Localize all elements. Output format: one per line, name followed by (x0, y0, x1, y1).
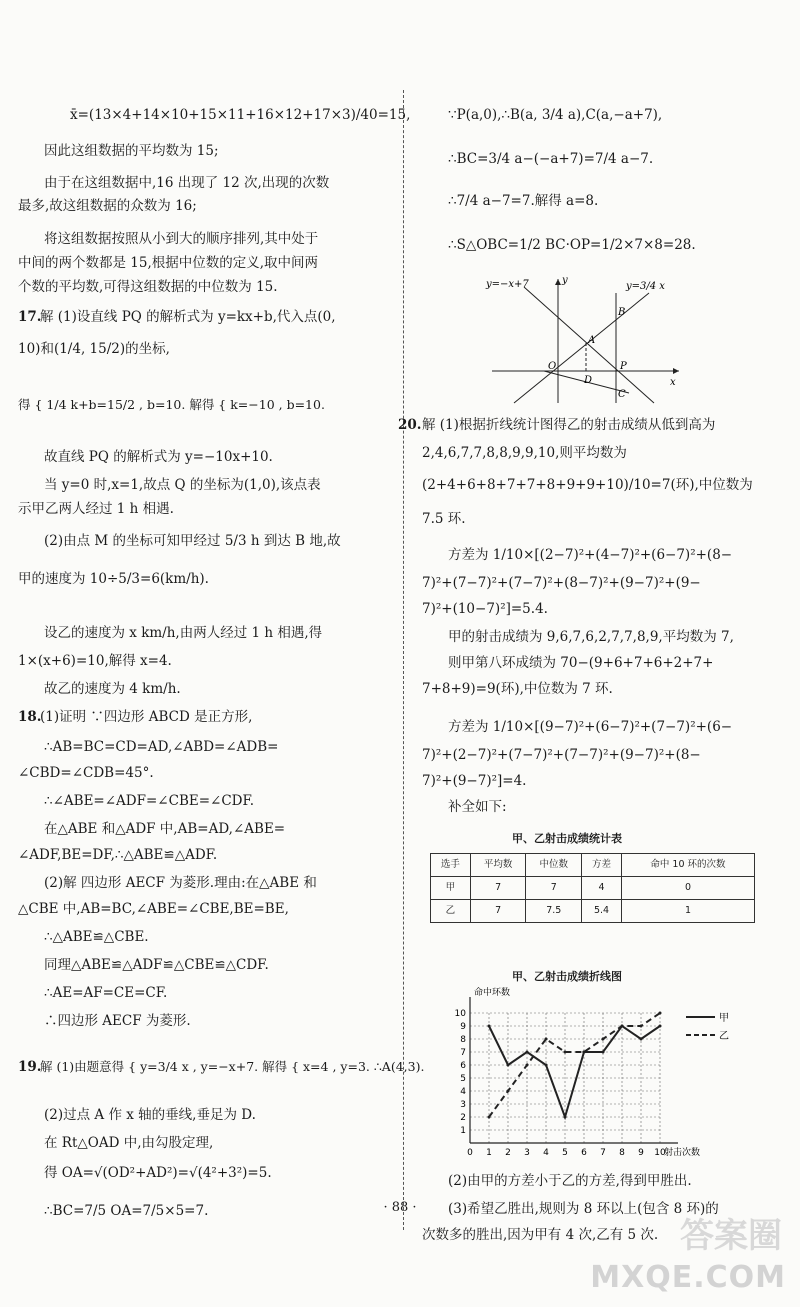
x-tick-label: 7 (600, 1148, 606, 1158)
table-cell: 5.4 (582, 900, 622, 923)
text-line: 7.5 环. (422, 511, 466, 527)
text-line: 中间的两个数都是 15,根据中位数的定义,取中间两 (18, 255, 319, 271)
x-tick-label: 2 (505, 1148, 511, 1158)
question-number: 17. (18, 309, 42, 325)
x-tick-label: 3 (524, 1148, 530, 1158)
legend-label: 甲 (719, 1013, 729, 1024)
label-point-a: A (588, 335, 596, 346)
text-line: ∴四边形 AECF 为菱形. (44, 1013, 191, 1029)
watermark-url: MXQE.COM (590, 1260, 786, 1295)
y-tick-label: 1 (460, 1126, 466, 1136)
text-line: ∴AB=BC=CD=AD,∠ABD=∠ADB= (44, 739, 279, 755)
data-point (507, 1090, 510, 1093)
data-point (545, 1038, 548, 1041)
data-point (602, 1038, 605, 1041)
text-line: (2+4+6+8+7+7+8+9+9+10)/10=7(环),中位数为 (422, 477, 753, 493)
y-tick-label: 2 (460, 1113, 466, 1123)
legend-label: 乙 (719, 1031, 729, 1042)
label-point-d: D (584, 375, 593, 386)
text-line: 则甲第八环成绩为 70−(9+6+7+6+2+7+ (448, 655, 714, 671)
equation-system: 得 { 1/4 k+b=15/2 , b=10. 解得 { k=−10 , b=10. (18, 397, 325, 412)
table-cell: 7 (526, 877, 582, 900)
x-tick-label: 5 (562, 1148, 568, 1158)
text-line: 个数的平均数,可得这组数据的中位数为 15. (18, 279, 278, 295)
label-point-b: B (618, 307, 626, 318)
text-line: 甲的射击成绩为 9,6,7,6,2,7,7,8,9,平均数为 7, (448, 629, 734, 645)
table-cell: 乙 (431, 900, 471, 923)
text-line: 7+8+9)=9(环),中位数为 7 环. (422, 681, 613, 697)
text-line: 同理△ABE≌△ADF≌△CBE≌△CDF. (44, 957, 269, 973)
data-point (488, 1116, 491, 1119)
text-line: 甲的速度为 10÷5/3=6(km/h). (18, 571, 209, 587)
series-line-jia (489, 1026, 660, 1117)
table-header-cell: 选手 (431, 854, 471, 877)
text-line: ∠ADF,BE=DF,∴△ABE≌△ADF. (18, 847, 218, 863)
text-line: ∠CBD=∠CDB=45°. (18, 765, 154, 781)
text-line: 解 (1)设直线 PQ 的解析式为 y=kx+b,代入点(0, (40, 309, 336, 325)
text-line: 故乙的速度为 4 km/h. (44, 681, 181, 697)
data-point (602, 1051, 605, 1054)
text-line: 方差为 1/10×[(9−7)²+(6−7)²+(7−7)²+(6− (448, 719, 733, 735)
text-line: 设乙的速度为 x km/h,由两人经过 1 h 相遇,得 (44, 625, 323, 641)
y-tick-label: 9 (460, 1022, 466, 1032)
question-number: 18. (18, 709, 42, 725)
text-line: 7)²+(10−7)²]=5.4. (422, 601, 548, 617)
data-point (564, 1051, 567, 1054)
data-point (659, 1025, 662, 1028)
text-line: 10)和(1/4, 15/2)的坐标, (18, 341, 170, 357)
table-row (431, 900, 755, 923)
text-line: 2,4,6,7,7,8,8,9,9,10,则平均数为 (422, 445, 627, 461)
table-row (431, 877, 755, 900)
data-point (659, 1012, 662, 1015)
text-line: (2)由甲的方差小于乙的方差,得到甲胜出. (448, 1173, 692, 1189)
x-tick-label: 6 (581, 1148, 587, 1158)
table-header-cell: 方差 (582, 854, 622, 877)
text-line: 7)²+(9−7)²]=4. (422, 773, 527, 789)
text-line: ∴7/4 a−7=7.解得 a=8. (448, 193, 599, 209)
text-line: 7)²+(2−7)²+(7−7)²+(7−7)²+(9−7)²+(8− (422, 747, 701, 763)
x-tick-label: 1 (486, 1148, 492, 1158)
y-tick-label: 8 (460, 1035, 466, 1045)
text-line: 在 Rt△OAD 中,由勾股定理, (44, 1135, 214, 1151)
data-point (564, 1116, 567, 1119)
table-header-cell: 平均数 (470, 854, 526, 877)
table-cell: 7 (470, 900, 526, 923)
page-number: · 88 · (383, 1200, 417, 1215)
label-point-c: C (618, 389, 626, 400)
text-line: (2)解 四边形 AECF 为菱形.理由:在△ABE 和 (44, 875, 317, 891)
y-tick-label: 5 (460, 1074, 466, 1084)
table-cell: 甲 (431, 877, 471, 900)
y-tick-label: 10 (454, 1009, 466, 1019)
x-axis-arrow (673, 368, 679, 374)
x-tick-label: 0 (467, 1148, 473, 1158)
text-line: 在△ABE 和△ADF 中,AB=AD,∠ABE= (44, 821, 286, 837)
data-point (640, 1038, 643, 1041)
text-line: 方差为 1/10×[(2−7)²+(4−7)²+(6−7)²+(8− (448, 547, 733, 563)
coordinate-graph (484, 273, 684, 408)
x-axis-label: 射击次数 (664, 1148, 701, 1158)
label-point-o: O (548, 361, 557, 372)
x-tick-label: 8 (619, 1148, 625, 1158)
table-cell: 7.5 (526, 900, 582, 923)
text-line: ∴△ABE≌△CBE. (44, 929, 149, 945)
text-line: 次数多的胜出,因为甲有 4 次,乙有 5 次. (422, 1227, 659, 1243)
text-line: 7)²+(7−7)²+(7−7)²+(8−7)²+(9−7)²+(9− (422, 575, 701, 591)
text-line: 补全如下: (448, 799, 507, 815)
table-cell: 1 (621, 900, 754, 923)
stats-table (430, 853, 755, 923)
table-cell: 7 (470, 877, 526, 900)
text-line: (2)由点 M 的坐标可知甲经过 5/3 h 到达 B 地,故 (44, 533, 341, 549)
watermark-logo: 答案圈 (680, 1216, 782, 1256)
text-line: 故直线 PQ 的解析式为 y=−10x+10. (44, 449, 273, 465)
text-line: (2)过点 A 作 x 轴的垂线,垂足为 D. (44, 1107, 256, 1123)
text-line: △CBE 中,AB=BC,∠ABE=∠CBE,BE=BE, (18, 901, 289, 917)
y-tick-label: 7 (460, 1048, 466, 1058)
table-cell: 4 (582, 877, 622, 900)
text-line: 因此这组数据的平均数为 15; (44, 143, 219, 159)
table-header-cell: 命中 10 环的次数 (621, 854, 754, 877)
question-number: 20. (398, 417, 422, 433)
data-point (507, 1064, 510, 1067)
label-axis-x: x (670, 377, 676, 388)
label-y-neg-x-plus-7: y=−x+7 (486, 279, 529, 290)
table-header-cell: 中位数 (526, 854, 582, 877)
text-line: 1×(x+6)=10,解得 x=4. (18, 653, 172, 669)
text-line: 解 (1)根据折线统计图得乙的射击成绩从低到高为 (422, 417, 716, 433)
text-line: 最多,故这组数据的众数为 16; (18, 198, 197, 214)
data-point (526, 1064, 529, 1067)
data-point (488, 1025, 491, 1028)
text-line: 当 y=0 时,x=1,故点 Q 的坐标为(1,0),该点表 (44, 477, 321, 493)
table-title: 甲、乙射击成绩统计表 (512, 832, 622, 845)
y-axis-label: 命中环数 (474, 988, 511, 998)
y-tick-label: 6 (460, 1061, 466, 1071)
data-point (621, 1025, 624, 1028)
text-line: 得 OA=√(OD²+AD²)=√(4²+3²)=5. (44, 1165, 272, 1181)
text-line: (3)希望乙胜出,规则为 8 环以上(包含 8 环)的 (448, 1201, 719, 1217)
text-line: ∴BC=7/5 OA=7/5×5=7. (44, 1203, 209, 1219)
mean-formula: x̄=(13×4+14×10+15×11+16×12+17×3)/40=15, (70, 107, 411, 123)
y-tick-label: 3 (460, 1100, 466, 1110)
line-three-quarters-x (514, 293, 649, 403)
equation-system: 解 (1)由题意得 { y=3/4 x , y=−x+7. 解得 { x=4 , y=3. ∴A(4,3). (40, 1059, 425, 1074)
y-tick-label: 4 (460, 1087, 466, 1097)
text-line: (1)证明 ∵四边形 ABCD 是正方形, (40, 709, 253, 725)
data-point (526, 1051, 529, 1054)
data-point (640, 1025, 643, 1028)
text-line: ∴AE=AF=CE=CF. (44, 985, 168, 1001)
x-tick-label: 4 (543, 1148, 549, 1158)
text-line: ∴S△OBC=1/2 BC·OP=1/2×7×8=28. (448, 237, 696, 253)
x-tick-label: 10 (654, 1148, 666, 1158)
text-line: ∴∠ABE=∠ADF=∠CBE=∠CDF. (44, 793, 255, 809)
text-line: 示甲乙两人经过 1 h 相遇. (18, 501, 174, 517)
text-line: 由于在这组数据中,16 出现了 12 次,出现的次数 (44, 175, 330, 191)
question-number: 19. (18, 1059, 42, 1075)
y-axis-arrow (555, 279, 561, 285)
text-line: ∴BC=3/4 a−(−a+7)=7/4 a−7. (448, 151, 654, 167)
text-line: ∵P(a,0),∴B(a, 3/4 a),C(a,−a+7), (448, 107, 663, 123)
table-cell: 0 (621, 877, 754, 900)
x-tick-label: 9 (638, 1148, 644, 1158)
label-three-quarters-x: y=3/4 x (626, 281, 665, 292)
label-point-p: P (620, 361, 627, 372)
text-line: 将这组数据按照从小到大的顺序排列,其中处于 (44, 231, 319, 247)
table-header-row (431, 854, 755, 877)
data-point (583, 1051, 586, 1054)
data-point (545, 1064, 548, 1067)
chart-title: 甲、乙射击成绩折线图 (512, 970, 622, 983)
line-chart (440, 985, 782, 1165)
label-axis-y: y (562, 275, 568, 286)
